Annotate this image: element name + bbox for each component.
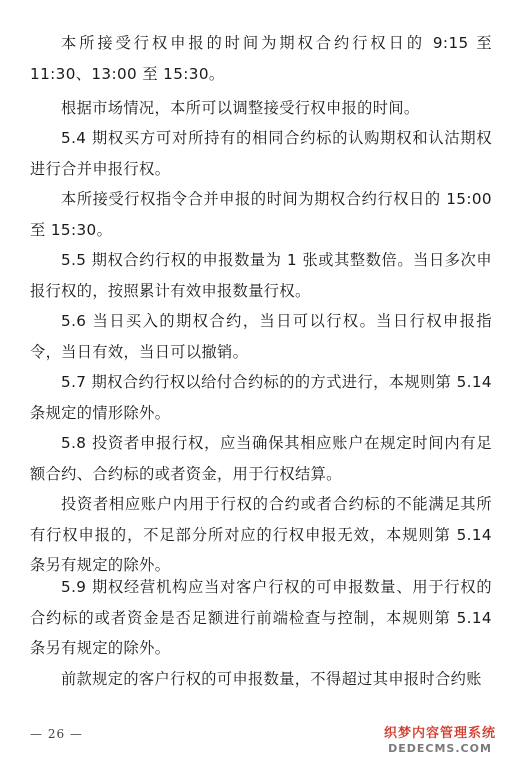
watermark-domain: DEDECMS.COM — [388, 742, 492, 755]
paragraph-combined-time: 本所接受行权指令合并申报的时间为期权合约行权日的 15:00 至 15:30。 — [30, 190, 492, 239]
paragraph-insufficient: 投资者相应账户内用于行权的合约或者合约标的不能满足其所有行权申报的，不足部分所对应的行权申报无效，本规则第 5.14 条另有规定的除外。 — [30, 495, 492, 574]
paragraph-5-6: 5.6 当日买入的期权合约，当日可以行权。当日行权申报指令，当日有效，当日可以撤销。 — [30, 312, 492, 361]
paragraph-5-8: 5.8 投资者申报行权，应当确保其相应账户在规定时间内有足额合约、合约标的或者资金，用于行权结算。 — [30, 434, 492, 483]
paragraph-5-4: 5.4 期权买方可对所持有的相同合约标的认购期权和认沽期权进行合并申报行权。 — [30, 129, 492, 178]
page-number: — 26 — — [30, 727, 83, 741]
watermark-title: 织梦内容管理系统 — [383, 726, 496, 741]
paragraph-5-5: 5.5 期权合约行权的申报数量为 1 张或其整数倍。当日多次申报行权的，按照累计有效申报数量行权。 — [30, 251, 492, 300]
paragraph-exercise-time: 本所接受行权申报的时间为期权合约行权日的 9:15 至 11:30、13:00 至 15:30。 — [30, 34, 492, 83]
watermark-logo — [370, 726, 510, 755]
paragraph-5-7: 5.7 期权合约行权以给付合约标的的方式进行，本规则第 5.14 条规定的情形除外。 — [30, 373, 492, 422]
paragraph-5-9: 5.9 期权经营机构应当对客户行权的可申报数量、用于行权的合约标的或者资金是否足额进行前端检查与控制，本规则第 5.14 条另有规定的除外。 — [30, 578, 492, 657]
paragraph-adjust-time: 根据市场情况，本所可以调整接受行权申报的时间。 — [61, 99, 420, 117]
paragraph-declarable-quantity: 前款规定的客户行权的可申报数量，不得超过其申报时合约账 — [61, 670, 482, 688]
